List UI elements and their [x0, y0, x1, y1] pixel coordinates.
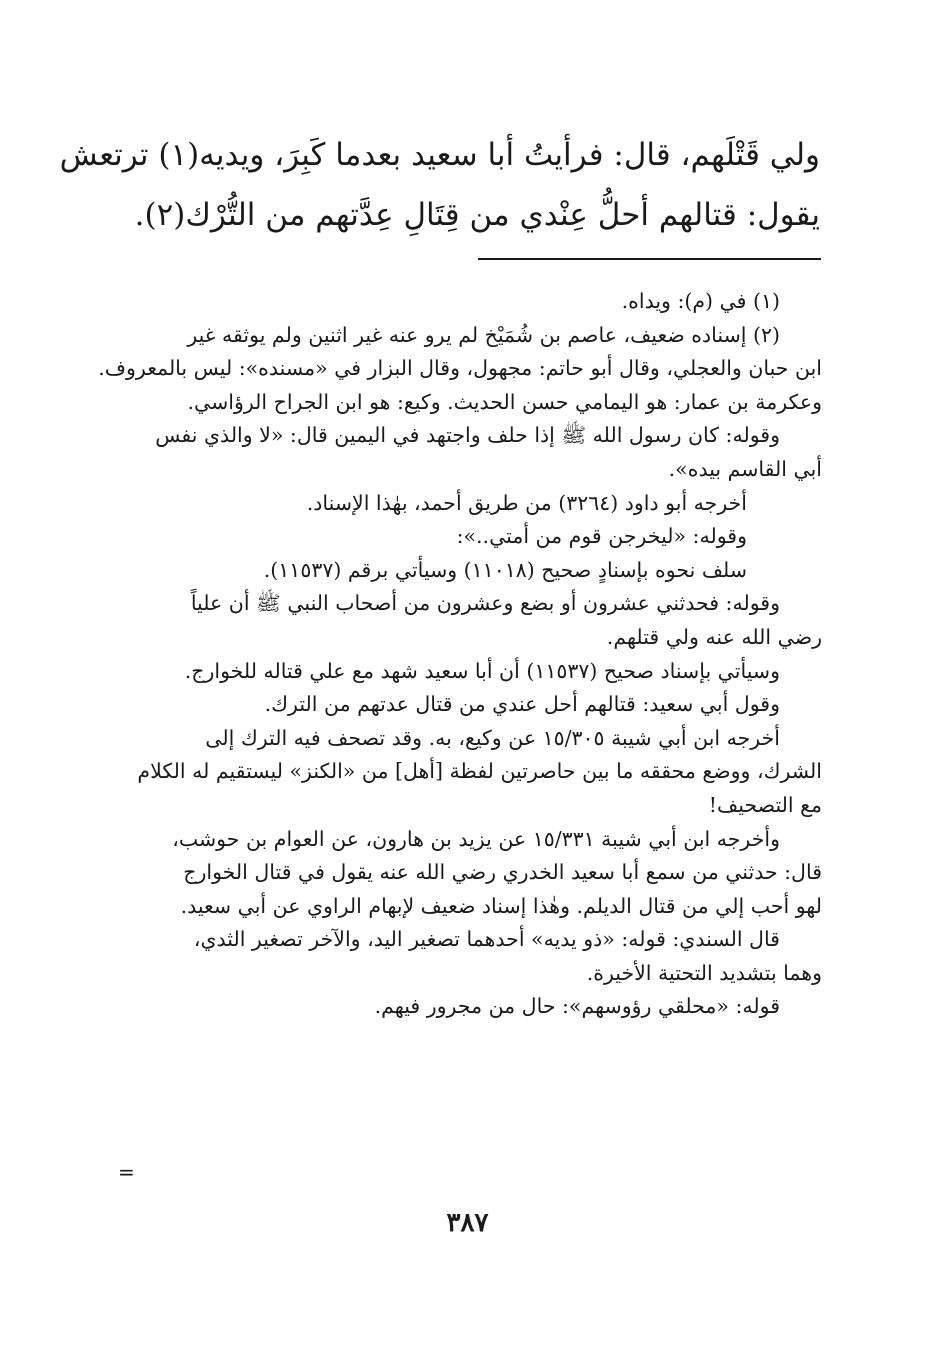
footnote-line: أبي القاسم بيده».	[668, 456, 822, 481]
main-text-line: يقول: قتالهم أحلُّ عِنْدي من قِتَالِ عِدَّتهم من التُّرْك(٢).	[134, 197, 820, 233]
footnote-line: سلف نحوه بإسنادٍ صحيح (١١٠١٨) وسيأتي برقم (١١٥٣٧).	[263, 557, 747, 582]
footnote-line: وقول أبي سعيد: قتالهم أحل عندي من قتال عدتهم من الترك.	[264, 692, 780, 717]
footnote-line: (٢) إسناده ضعيف، عاصم بن شُمَيْخ لم يرو عنه غير اثنين ولم يوثقه غير	[187, 322, 780, 347]
footnote-separator	[478, 258, 821, 260]
footnote-line: مع التصحيف!	[708, 792, 822, 817]
footnote-line: قال السندي: قوله: «ذو يديه» أحدهما تصغير اليد، والآخر تصغير الثدي،	[193, 927, 780, 952]
footnote-line: أخرجه ابن أبي شيبة ١٥/٣٠٥ عن وكيع، به. وقد تصحف فيه الترك إلى	[205, 725, 780, 750]
footnote-line: (١) في (م): ويداه.	[621, 289, 780, 313]
footnote-line: وأخرجه ابن أبي شيبة ١٥/٣٣١ عن يزيد بن هارون، عن العوام بن حوشب،	[172, 826, 780, 851]
footnote-line: رضي الله عنه ولي قتلهم.	[606, 624, 822, 649]
main-text-line: ولي قَتْلَهم، قال: فرأيتُ أبا سعيد بعدما كَبِرَ، ويديه(١) ترتعش	[59, 137, 820, 173]
footnote-line: ابن حبان والعجلي، وقال أبو حاتم: مجهول، وقال البزار في «مسنده»: ليس بالمعروف.	[98, 356, 822, 381]
footnote-line: أخرجه أبو داود (٣٢٦٤) من طريق أحمد، بهٰذا الإسناد.	[306, 490, 747, 515]
footnote-line: وسيأتي بإسناد صحيح (١١٥٣٧) أن أبا سعيد شهد مع علي قتاله للخوارج.	[184, 658, 780, 683]
footnote-line: وقوله: «ليخرجن قوم من أمتي..»:	[456, 524, 747, 549]
continuation-mark: =	[118, 1160, 135, 1184]
footnote-line: وعكرمة بن عمار: هو اليمامي حسن الحديث. وكيع: هو ابن الجراح الرؤاسي.	[187, 389, 822, 414]
footnote-line: قال: حدثني من سمع أبا سعيد الخدري رضي الله عنه يقول في قتال الخوارج	[183, 860, 822, 885]
footnote-line: وقوله: فحدثني عشرون أو بضع وعشرون من أصحاب النبي ﷺ أن علياً	[190, 591, 780, 616]
footnote-line: وهما بتشديد التحتية الأخيرة.	[586, 960, 822, 985]
footnotes	[98, 285, 822, 1024]
footnote-line: الشرك، ووضع محققه ما بين حاصرتين لفظة [أهل] من «الكنز» ليستقيم له الكلام	[137, 759, 822, 784]
footnote-line: لهو أحب إلي من قتال الديلم. وهٰذا إسناد ضعيف لإبهام الراوي عن أبي سعيد.	[180, 893, 822, 918]
footnote-line: وقوله: كان رسول الله ﷺ إذا حلف واجتهد في اليمين قال: «لا والذي نفس	[155, 423, 780, 448]
page-number: ٣٨٧	[446, 1208, 489, 1238]
footnote-line: قوله: «محلقي رؤوسهم»: حال من مجرور فيهم.	[374, 994, 780, 1019]
main-text	[59, 125, 820, 245]
